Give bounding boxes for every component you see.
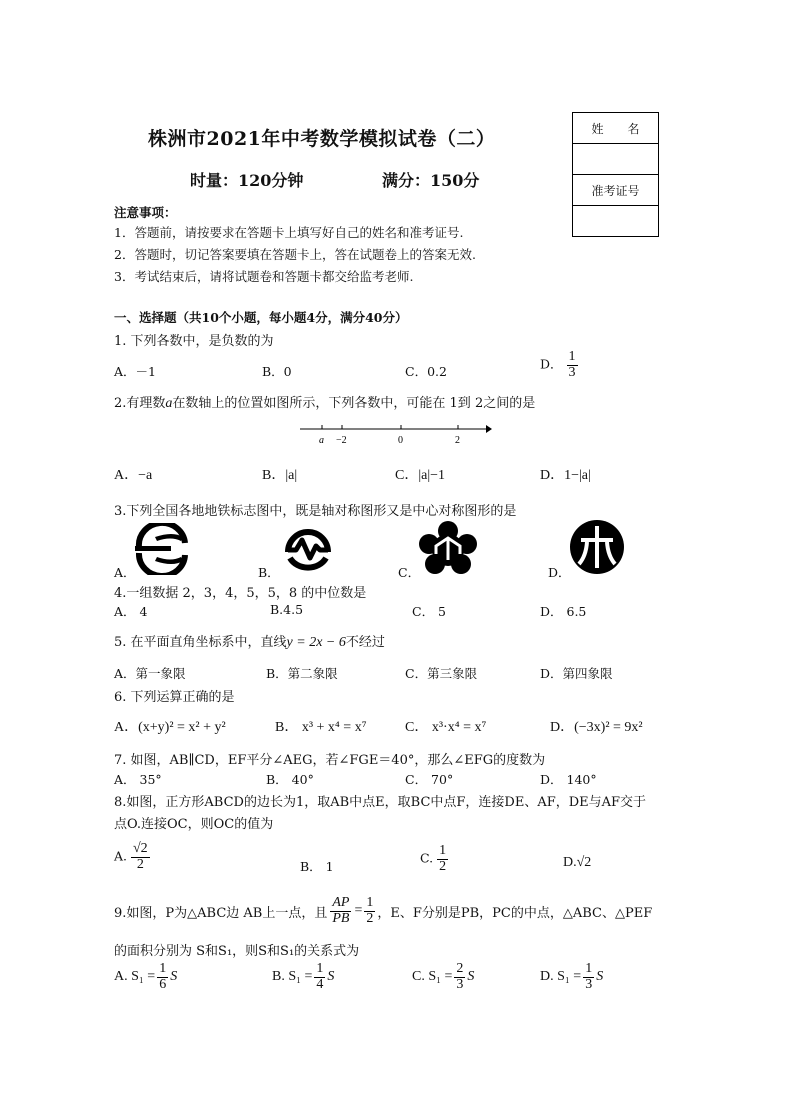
name-label: 姓 名 — [573, 113, 659, 144]
axis-label-2: 2 — [455, 435, 460, 446]
number-line — [298, 420, 494, 446]
q2-option-d[interactable]: D．1−|a| — [540, 468, 591, 483]
q6-option-a[interactable]: A．(x+y)² = x² + y² — [114, 720, 226, 735]
q2-option-b[interactable]: B．|a| — [262, 468, 298, 483]
note-item: 1．答题前，请按要求在答题卡上填写好自己的姓名和准考证号. — [114, 225, 464, 240]
q8-option-b[interactable]: B． 1 — [300, 859, 334, 874]
exam-no-field[interactable] — [573, 206, 659, 237]
question-2-stem — [114, 392, 535, 412]
q6-option-d[interactable]: D．(−3x)² = 9x² — [550, 720, 643, 735]
q2-stem-pre: 2.有理数 — [114, 396, 166, 411]
q9-c-suffix: S — [467, 969, 475, 985]
q8-option-c[interactable] — [420, 844, 448, 874]
q9-stem-post: ，E、F分别是PB，PC的中点，△ABC、△PEF — [377, 905, 653, 921]
q3-option-b[interactable]: B． — [258, 565, 280, 580]
student-info-box — [572, 112, 659, 237]
metro-logo-d-icon — [568, 518, 626, 576]
question-3-stem: 3.下列全国各地地铁标志图中，既是轴对称图形又是中心对称图形的是 — [114, 504, 517, 519]
q3-option-c[interactable]: C． — [398, 565, 421, 580]
q8-a-prefix: A. — [114, 848, 128, 864]
question-7-stem: 7. 如图，AB∥CD，EF平分∠AEG，若∠FGE＝40°，那么∠EFG的度数为 — [114, 753, 546, 768]
note-item: 2．答题时，切记答案要填在答题卡上，答在试题卷上的答案无效. — [114, 247, 476, 262]
q9-option-b[interactable] — [272, 962, 334, 992]
metro-logo-a-icon — [133, 523, 191, 575]
axis-label-a: a — [319, 435, 324, 446]
q5-option-a[interactable]: A．第一象限 — [114, 666, 186, 681]
q9-option-a[interactable] — [114, 962, 177, 992]
q8-c-prefix: C. — [420, 850, 434, 866]
q1-option-b[interactable]: B．0 — [262, 364, 292, 379]
page-title: 株洲市2021年中考数学模拟试卷（二） — [148, 128, 496, 150]
q9-value-numerator: 1 — [366, 895, 374, 910]
q9-a-suffix: S — [170, 969, 178, 985]
q9-b-denominator: 4 — [316, 976, 324, 992]
q9-d-suffix: S — [596, 969, 604, 985]
question-5-stem — [114, 631, 385, 651]
metro-logo-b-icon — [280, 524, 336, 574]
q9-d-denominator: 3 — [585, 976, 593, 992]
exam-score: 满分：150分 — [382, 171, 480, 190]
q6-option-c[interactable]: C． x³·x⁴ = x⁷ — [405, 720, 487, 735]
q9-a-prefix: A. S₁ = — [114, 969, 156, 985]
q9-option-d[interactable] — [540, 962, 603, 992]
q9-d-prefix: D. S₁ = — [540, 969, 582, 985]
q5-equation: y = 2x − 6 — [286, 635, 346, 650]
q9-b-prefix: B. S₁ = — [272, 969, 313, 985]
exam-time: 时量：120分钟 — [190, 171, 304, 190]
question-9-stem-line1: 9.如图，P为△ABC边 AB上一点，且 $\frac{AP}{PB}$ = $\frac{1}{2}$ ，E、F分别是PB，PC的中点，△ABC、△PEF — [114, 895, 653, 926]
q5-option-c[interactable]: C．第三象限 — [405, 666, 478, 681]
question-8-stem-line2: 点O.连接OC，则OC的值为 — [114, 817, 274, 832]
q8-c-numerator: 1 — [439, 843, 447, 858]
q9-b-suffix: S — [327, 969, 335, 985]
q2-option-a[interactable]: A．−a — [114, 468, 153, 483]
q7-option-b[interactable]: B． 40° — [266, 772, 314, 787]
q9-value-denominator: 2 — [366, 910, 374, 926]
q9-a-denominator: 6 — [159, 976, 167, 992]
name-field[interactable] — [573, 144, 659, 175]
question-9-stem-line2: 的面积分别为 S和S₁，则S和S₁的关系式为 — [114, 944, 360, 959]
q8-option-a[interactable] — [114, 842, 150, 872]
q1-d-denominator: 3 — [568, 364, 576, 380]
q9-a-numerator: 1 — [159, 961, 167, 976]
section-heading: 一、选择题（共10个小题，每小题4分，满分40分） — [114, 310, 408, 325]
question-8-stem-line1: 8.如图，正方形ABCD的边长为1，取AB中点E，取BC中点F，连接DE、AF，DE与AF交于 — [114, 795, 647, 810]
q8-c-denominator: 2 — [439, 858, 447, 874]
q9-b-numerator: 1 — [316, 961, 324, 976]
question-6-stem: 6. 下列运算正确的是 — [114, 690, 235, 705]
axis-label-neg2: −2 — [336, 435, 347, 446]
q5-stem-post: 不经过 — [345, 635, 385, 650]
note-item: 3．考试结束后，请将试题卷和答题卡都交给监考老师. — [114, 269, 414, 284]
metro-logo-c-icon — [418, 520, 478, 576]
q2-stem-post: 在数轴上的位置如图所示，下列各数中，可能在 1到 2之间的是 — [172, 396, 536, 411]
q9-c-denominator: 3 — [456, 976, 464, 992]
q9-c-prefix: C. S₁ = — [412, 969, 453, 985]
q4-option-b[interactable]: B.4.5 — [270, 602, 304, 617]
q3-option-a[interactable]: A． — [114, 565, 136, 580]
q4-option-a[interactable]: A． 4 — [114, 604, 148, 619]
q9-stem-pre: 9.如图，P为△ABC边 AB上一点，且 — [114, 905, 328, 921]
q1-option-d-prefix: D． — [540, 356, 563, 372]
q9-option-c[interactable] — [412, 962, 474, 992]
q2-var: a — [165, 396, 173, 411]
q7-option-c[interactable]: C． 70° — [405, 772, 454, 787]
q5-option-b[interactable]: B．第二象限 — [266, 666, 338, 681]
q8-option-d[interactable]: D.√2 — [563, 855, 592, 870]
q1-option-c[interactable]: C．0.2 — [405, 364, 447, 379]
q1-option-d[interactable] — [540, 350, 578, 380]
q7-option-d[interactable]: D． 140° — [540, 772, 597, 787]
q5-option-d[interactable]: D．第四象限 — [540, 666, 613, 681]
q6-option-b[interactable]: B． x³ + x⁴ = x⁷ — [275, 720, 367, 735]
q4-option-d[interactable]: D． 6.5 — [540, 604, 587, 619]
q1-option-a[interactable]: A．－1 — [114, 364, 156, 379]
q2-option-c[interactable]: C．|a|−1 — [395, 468, 446, 483]
q8-a-denominator: 2 — [136, 856, 144, 872]
q3-option-d[interactable]: D． — [548, 565, 571, 580]
q9-frac-denominator: PB — [332, 910, 350, 926]
axis-label-0: 0 — [398, 435, 403, 446]
notes-heading: 注意事项： — [114, 205, 177, 220]
q9-c-numerator: 2 — [456, 961, 464, 976]
question-1-stem: 1. 下列各数中，是负数的为 — [114, 334, 274, 349]
q7-option-a[interactable]: A． 35° — [114, 772, 162, 787]
q9-d-numerator: 1 — [585, 961, 593, 976]
q8-a-numerator: √2 — [133, 841, 148, 856]
q1-d-numerator: 1 — [568, 349, 576, 364]
question-4-stem: 4.一组数据 2，3，4，5，5，8 的中位数是 — [114, 586, 367, 601]
exam-no-label: 准考证号 — [573, 175, 659, 206]
q5-stem-pre: 5. 在平面直角坐标系中，直线 — [114, 635, 287, 650]
q4-option-c[interactable]: C． 5 — [412, 604, 446, 619]
q9-frac-numerator: AP — [332, 895, 350, 910]
